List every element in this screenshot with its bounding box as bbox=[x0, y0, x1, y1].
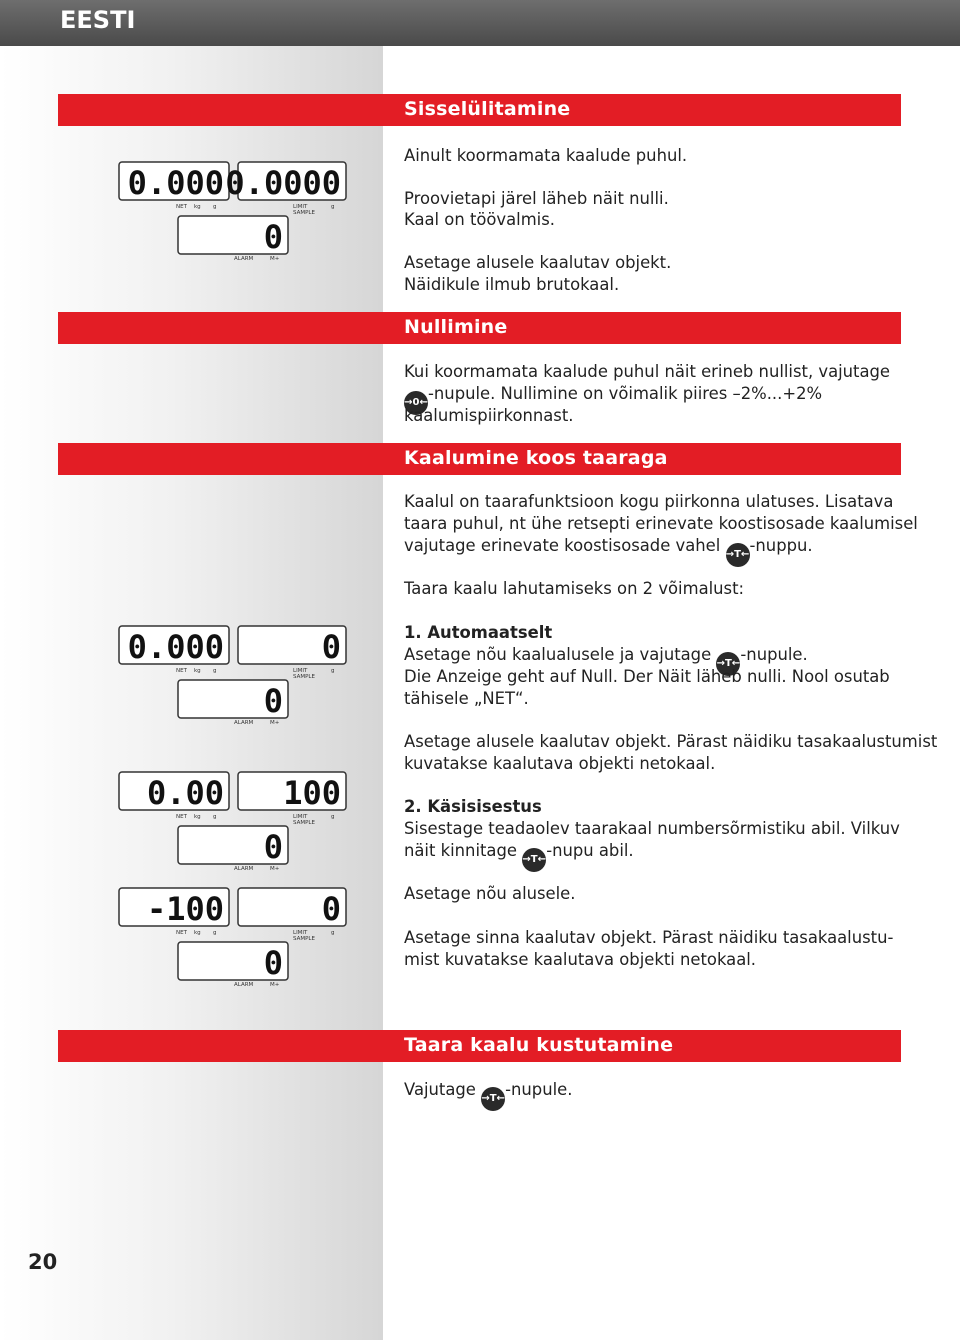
lcd-net-label: NET bbox=[176, 930, 187, 936]
lcd-sample-label: SAMPLE bbox=[293, 210, 315, 216]
lcd-unit-value: 100 bbox=[283, 774, 341, 812]
power-on-line-5: Näidikule ilmub brutokaal. bbox=[404, 275, 620, 294]
lcd-g-label: g bbox=[213, 668, 217, 674]
tare-manual-line-1: Sisestage teadaolev taarakaal numbersõrmistiku abil. Vilkuv bbox=[404, 819, 900, 838]
lcd-alarm-label: ALARM bbox=[234, 866, 254, 872]
lcd-kg-label: kg bbox=[194, 814, 201, 820]
tare-clear-row bbox=[404, 1079, 572, 1111]
lcd-limit-label: LIMIT bbox=[293, 930, 308, 936]
section-title-tare-clear: Taara kaalu kustutamine bbox=[404, 1034, 674, 1056]
tare-auto-p2-line-1: Asetage alusele kaalutav objekt. Pärast näidiku tasakaalustumist bbox=[404, 732, 938, 751]
lcd-alarm-label: ALARM bbox=[234, 256, 254, 262]
lcd-count-value: 0 bbox=[263, 828, 283, 866]
lcd-limit-label: LIMIT bbox=[293, 204, 308, 210]
lcd-unit-value: 0.0000 bbox=[225, 164, 341, 202]
lcd-mplus-label: M+ bbox=[270, 866, 280, 872]
tare-p1-line-3: vajutage erinevate koostisosade vahel bbox=[404, 536, 721, 555]
lcd-svg bbox=[118, 624, 348, 729]
power-on-line-4: Asetage alusele kaalutav objekt. bbox=[404, 253, 672, 272]
page-number: 20 bbox=[28, 1250, 58, 1274]
header-bar bbox=[0, 0, 960, 46]
zeroing-line-3: kaalumispiirkonnast. bbox=[404, 406, 574, 425]
language-label: EESTI bbox=[60, 6, 136, 34]
lcd-net-label: NET bbox=[176, 204, 187, 210]
section-bar-zeroing bbox=[58, 312, 901, 344]
tare-auto-line-1-end: -nupule. bbox=[740, 645, 808, 664]
lcd-alarm-label: ALARM bbox=[234, 720, 254, 726]
lcd-net-label: NET bbox=[176, 814, 187, 820]
lcd-svg bbox=[118, 160, 348, 265]
tare-manual-p2: Asetage nõu alusele. bbox=[404, 884, 576, 903]
tare-p1-end: -nuppu. bbox=[749, 536, 813, 555]
section-bar-tare bbox=[58, 443, 901, 475]
lcd-g-label: g bbox=[213, 204, 217, 210]
tare-p1-line-3-row bbox=[404, 535, 813, 567]
lcd-limit-label: LIMIT bbox=[293, 814, 308, 820]
zeroing-line-2: -nupule. Nullimine on võimalik piires –2%...+2% bbox=[428, 384, 823, 403]
lcd-mplus-label: M+ bbox=[270, 982, 280, 988]
power-on-line-2: Proovietapi järel läheb näit nulli. bbox=[404, 189, 669, 208]
tare-button-icon: →T← bbox=[522, 848, 546, 872]
tare-p2: Taara kaalu lahutamiseks on 2 võimalust: bbox=[404, 579, 745, 598]
tare-p1-line-2: taara puhul, nt ühe retsepti erinevate koostisosade kaalumisel bbox=[404, 514, 918, 533]
lcd-limit-label: LIMIT bbox=[293, 668, 308, 674]
lcd-sample-label: SAMPLE bbox=[293, 936, 315, 942]
lcd-weight-value: 0.00 bbox=[146, 774, 224, 812]
tare-clear-line-start: Vajutage bbox=[404, 1080, 476, 1099]
scale-display-4 bbox=[118, 886, 348, 991]
tare-button-icon: →T← bbox=[716, 652, 740, 676]
section-bar-power-on bbox=[58, 94, 901, 126]
lcd-weight-value: 0.000 bbox=[127, 628, 224, 666]
section-bar-tare-clear bbox=[58, 1030, 901, 1062]
tare-button-icon: →T← bbox=[481, 1087, 505, 1111]
power-on-line-3: Kaal on töövalmis. bbox=[404, 210, 555, 229]
lcd-unit-value: 0 bbox=[321, 628, 341, 666]
tare-auto-p2-line-2: kuvatakse kaalutava objekti netokaal. bbox=[404, 754, 716, 773]
tare-button-icon: →T← bbox=[726, 543, 750, 567]
lcd-count-value: 0 bbox=[263, 682, 283, 720]
tare-auto-line-3: tähisele „NET“. bbox=[404, 689, 529, 708]
lcd-svg bbox=[118, 886, 348, 991]
lcd-g-label: g bbox=[213, 930, 217, 936]
lcd-weight-value: 0.000 bbox=[127, 164, 224, 202]
section-title-tare: Kaalumine koos taaraga bbox=[404, 447, 668, 469]
lcd-kg-label: kg bbox=[194, 668, 201, 674]
lcd-sample-label: SAMPLE bbox=[293, 674, 315, 680]
tare-manual-line-2: näit kinnitage bbox=[404, 841, 517, 860]
lcd-g-label: g bbox=[213, 814, 217, 820]
lcd-alarm-label: ALARM bbox=[234, 982, 254, 988]
lcd-g2-label: g bbox=[331, 668, 335, 674]
lcd-mplus-label: M+ bbox=[270, 720, 280, 726]
tare-clear-line-end: -nupule. bbox=[505, 1080, 573, 1099]
power-on-line-1: Ainult koormamata kaalude puhul. bbox=[404, 146, 688, 165]
lcd-svg bbox=[118, 770, 348, 875]
zero-button-icon: →0← bbox=[404, 391, 428, 415]
lcd-g2-label: g bbox=[331, 204, 335, 210]
tare-manual-title: 2. Käsisisestus bbox=[404, 797, 542, 816]
lcd-count-value: 0 bbox=[263, 944, 283, 982]
section-title-zeroing: Nullimine bbox=[404, 316, 508, 338]
lcd-g2-label: g bbox=[331, 930, 335, 936]
lcd-kg-label: kg bbox=[194, 930, 201, 936]
lcd-net-label: NET bbox=[176, 668, 187, 674]
scale-display-1 bbox=[118, 160, 348, 265]
tare-manual-line-2-row bbox=[404, 840, 634, 872]
lcd-count-value: 0 bbox=[263, 218, 283, 256]
lcd-g2-label: g bbox=[331, 814, 335, 820]
lcd-kg-label: kg bbox=[194, 204, 201, 210]
tare-manual-p3-line-1: Asetage sinna kaalutav objekt. Pärast näidiku tasakaalustu- bbox=[404, 928, 894, 947]
scale-display-3 bbox=[118, 770, 348, 875]
lcd-sample-label: SAMPLE bbox=[293, 820, 315, 826]
lcd-weight-value: -100 bbox=[146, 890, 224, 928]
tare-auto-title: 1. Automaatselt bbox=[404, 623, 553, 642]
tare-auto-line-2: Die Anzeige geht auf Null. Der Näit läheb nulli. Nool osutab bbox=[404, 667, 890, 686]
lcd-unit-value: 0 bbox=[321, 890, 341, 928]
tare-manual-line-2-end: -nupu abil. bbox=[546, 841, 634, 860]
tare-auto-line-1: Asetage nõu kaalualusele ja vajutage bbox=[404, 645, 712, 664]
tare-manual-p3-line-2: mist kuvatakse kaalutava objekti netokaal. bbox=[404, 950, 757, 969]
scale-display-2 bbox=[118, 624, 348, 729]
section-title-power-on: Sisselülitamine bbox=[404, 98, 571, 120]
lcd-mplus-label: M+ bbox=[270, 256, 280, 262]
tare-p1-line-1: Kaalul on taarafunktsioon kogu piirkonna ulatuses. Lisatava bbox=[404, 492, 894, 511]
zeroing-line-1: Kui koormamata kaalude puhul näit erineb nullist, vajutage bbox=[404, 362, 891, 381]
